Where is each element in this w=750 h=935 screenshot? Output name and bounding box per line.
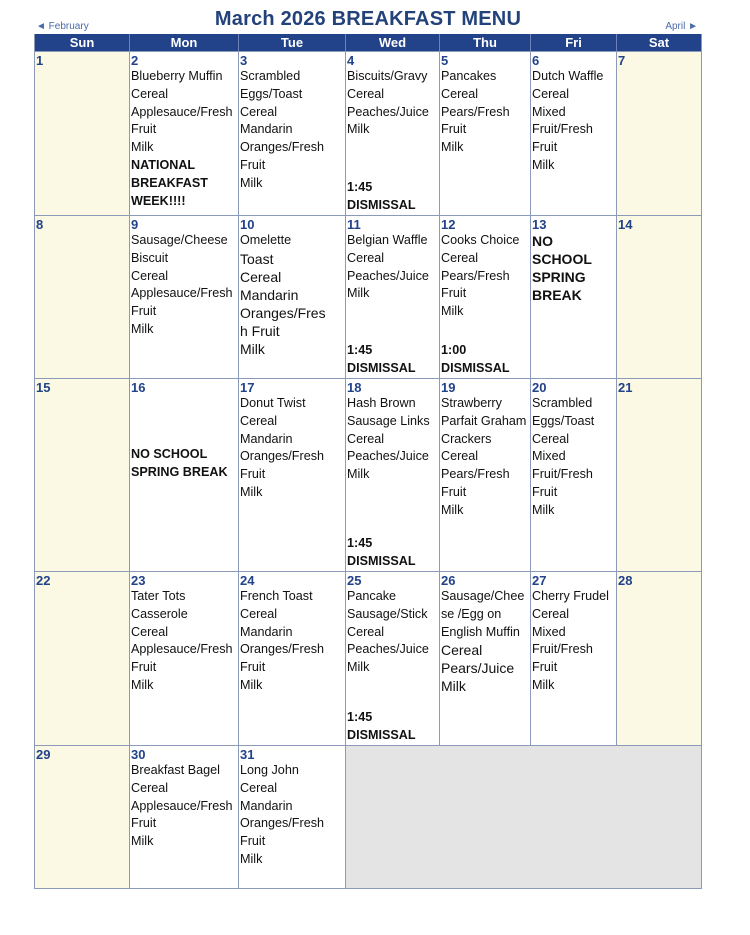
day-cell xyxy=(130,572,239,745)
menu-item: Milk xyxy=(532,157,555,172)
menu-item: Oranges/Fresh xyxy=(240,449,324,464)
menu-item: Casserole xyxy=(131,606,188,621)
menu-item: Sausage/Chee xyxy=(441,589,525,603)
menu-item: Pears/Fresh xyxy=(441,104,510,119)
menu-item: Fruit xyxy=(131,660,157,675)
weekday-wed: Wed xyxy=(346,34,440,51)
menu-item: se /Egg on xyxy=(441,606,502,621)
menu-item: BREAK xyxy=(532,287,582,303)
dismissal-note xyxy=(441,342,510,378)
dismissal-label: DISMISSAL xyxy=(347,554,416,569)
dismissal-note xyxy=(347,342,416,378)
menu-item: Cooks Choice xyxy=(441,233,520,247)
day-number: 22 xyxy=(36,573,51,588)
menu-item: English Muffin xyxy=(441,624,520,639)
menu-item: Fruit xyxy=(441,286,467,301)
day-number: 10 xyxy=(240,217,255,232)
day-cell xyxy=(617,379,701,571)
day-number: 14 xyxy=(618,217,633,232)
menu-item: Blueberry Muffin xyxy=(131,69,223,83)
day-cell xyxy=(617,572,701,745)
day-cell xyxy=(531,216,617,378)
empty-cell-span xyxy=(346,746,701,888)
day-number: 2 xyxy=(131,53,139,68)
week-row xyxy=(35,51,701,215)
day-cell xyxy=(531,379,617,571)
menu-item: Cereal xyxy=(131,624,169,639)
menu-item: Fruit xyxy=(532,140,558,155)
menu-item: Cereal xyxy=(532,606,570,621)
menu-item: Biscuit xyxy=(131,250,169,265)
menu-item: Strawberry xyxy=(441,396,502,410)
day-number: 25 xyxy=(347,573,362,588)
menu-item: h Fruit xyxy=(240,322,280,339)
menu-item: SPRING BREAK xyxy=(131,464,228,479)
day-number: 26 xyxy=(441,573,456,588)
menu-item: Fruit xyxy=(532,484,558,499)
menu-item: Peaches/Juice xyxy=(347,449,429,464)
dismissal-time: 1:45 xyxy=(347,710,373,725)
menu-item: Dutch Waffle xyxy=(532,69,604,83)
menu-item: Biscuits/Gravy xyxy=(347,69,428,83)
day-number: 19 xyxy=(441,380,456,395)
menu-item: Peaches/Juice xyxy=(347,642,429,657)
dismissal-time: 1:00 xyxy=(441,343,467,358)
day-cell xyxy=(617,216,701,378)
menu-item: Cereal xyxy=(441,86,479,101)
menu-item: Cereal xyxy=(347,86,385,101)
day-number: 18 xyxy=(347,380,362,395)
weekday-thu: Thu xyxy=(440,34,531,51)
menu-item: SPRING xyxy=(532,269,586,285)
menu-item: Fruit xyxy=(131,816,157,831)
menu-item: Cereal xyxy=(240,606,278,621)
menu-item: Cereal xyxy=(240,104,278,119)
menu-item: WEEK!!!! xyxy=(131,193,186,208)
day-number: 8 xyxy=(36,217,44,232)
menu-item: Milk xyxy=(441,304,464,319)
week-row xyxy=(35,215,701,378)
menu-item: Cereal xyxy=(441,642,483,659)
menu-item: Cereal xyxy=(240,268,282,285)
menu-item: Cereal xyxy=(240,413,278,428)
dismissal-time: 1:45 xyxy=(347,536,373,551)
day-cell xyxy=(35,379,130,571)
menu-item: Milk xyxy=(347,660,370,675)
menu-item: Milk xyxy=(441,678,466,695)
menu-item: Peaches/Juice xyxy=(347,104,429,119)
dismissal-note xyxy=(347,709,416,745)
day-number: 4 xyxy=(347,53,355,68)
menu-item: Cherry Frudel xyxy=(532,589,609,603)
menu-item: Milk xyxy=(131,677,154,692)
menu-item: Oranges/Fresh xyxy=(240,816,324,831)
dismissal-label: DISMISSAL xyxy=(347,198,416,213)
weekday-sat: Sat xyxy=(648,35,670,50)
dismissal-time: 1:45 xyxy=(347,343,373,358)
menu-item: Milk xyxy=(240,175,263,190)
day-number: 3 xyxy=(240,53,248,68)
menu-item: Fruit/Fresh xyxy=(532,122,593,137)
menu-item: Long John xyxy=(240,763,299,777)
day-number: 13 xyxy=(532,217,547,232)
day-number: 30 xyxy=(131,747,146,762)
menu-item: Milk xyxy=(441,502,464,517)
day-number: 24 xyxy=(240,573,255,588)
menu-item: Pears/Fresh xyxy=(441,467,510,482)
menu-item: Donut Twist xyxy=(240,396,306,410)
day-number: 6 xyxy=(532,53,540,68)
day-number: 28 xyxy=(618,573,633,588)
menu-item: Eggs/Toast xyxy=(532,413,595,428)
spacer xyxy=(131,395,237,446)
calendar-weeks xyxy=(35,51,701,888)
menu-item: Fruit xyxy=(240,834,266,849)
menu-item: Crackers xyxy=(441,431,492,446)
menu-item: Mandarin xyxy=(240,286,299,303)
menu-item: Applesauce/Fresh xyxy=(131,286,233,301)
day-cell xyxy=(239,216,346,378)
menu-item: Fruit xyxy=(240,157,266,172)
menu-item: Mandarin xyxy=(240,624,293,639)
menu-item: Fruit/Fresh xyxy=(532,642,593,657)
week-row xyxy=(35,378,701,571)
menu-item: Applesauce/Fresh xyxy=(131,798,233,813)
menu-item: Cereal xyxy=(441,250,479,265)
menu-item: Fruit xyxy=(240,660,266,675)
day-number: 1 xyxy=(36,53,44,68)
dismissal-note xyxy=(347,535,416,571)
menu-item: Milk xyxy=(240,484,263,499)
day-cell xyxy=(35,746,130,888)
menu-item: Belgian Waffle xyxy=(347,233,428,247)
weekday-tue: Tue xyxy=(239,34,346,51)
day-cell xyxy=(531,572,617,745)
day-number: 20 xyxy=(532,380,547,395)
day-cell xyxy=(130,216,239,378)
menu-item: Hash Brown xyxy=(347,396,416,410)
menu-item: Pears/Fresh xyxy=(441,268,510,283)
day-cell xyxy=(440,572,531,745)
day-number: 12 xyxy=(441,217,456,232)
menu-item: Cereal xyxy=(240,780,278,795)
day-cell xyxy=(35,572,130,745)
menu-item: NO xyxy=(532,233,553,249)
menu-item: Pears/Juice xyxy=(441,660,515,677)
page-title: March 2026 BREAKFAST MENU xyxy=(214,8,522,30)
menu-item: Milk xyxy=(532,677,555,692)
menu-item: Milk xyxy=(131,140,154,155)
menu-item: Mixed xyxy=(532,449,566,464)
menu-item: Cereal xyxy=(347,624,385,639)
next-month-link[interactable]: April ► xyxy=(665,21,698,32)
dismissal-note xyxy=(347,179,416,215)
menu-item: Cereal xyxy=(131,268,169,283)
menu-item: Cereal xyxy=(532,86,570,101)
day-cell xyxy=(130,379,239,571)
menu-item: Milk xyxy=(347,286,370,301)
menu-item: Oranges/Fresh xyxy=(240,140,324,155)
day-number: 11 xyxy=(347,217,361,232)
day-cell xyxy=(346,216,440,378)
menu-item: Fruit xyxy=(441,122,467,137)
menu-item: Milk xyxy=(347,122,370,137)
day-number: 16 xyxy=(131,380,146,395)
menu-item: Pancake xyxy=(347,589,397,603)
dismissal-label: DISMISSAL xyxy=(347,361,416,376)
menu-item: Mandarin xyxy=(240,798,293,813)
menu-item: Fruit xyxy=(131,304,157,319)
day-cell xyxy=(35,216,130,378)
day-cell xyxy=(440,379,531,571)
day-cell xyxy=(440,52,531,215)
menu-item: Breakfast Bagel xyxy=(131,763,220,777)
menu-item: Scrambled xyxy=(532,396,593,410)
menu-item: Oranges/Fres xyxy=(240,304,326,321)
menu-item: Eggs/Toast xyxy=(240,86,303,101)
menu-item: Milk xyxy=(131,834,154,849)
menu-item: Cereal xyxy=(532,431,570,446)
menu-item: Cereal xyxy=(347,431,385,446)
menu-item: Cereal xyxy=(441,449,479,464)
menu-item: Fruit xyxy=(131,122,157,137)
day-cell xyxy=(346,572,440,745)
day-cell xyxy=(440,216,531,378)
menu-item: SCHOOL xyxy=(532,251,592,267)
menu-item: Milk xyxy=(347,467,370,482)
day-number: 27 xyxy=(532,573,547,588)
calendar xyxy=(34,6,702,889)
menu-item: Sausage Links xyxy=(347,413,430,428)
day-cell xyxy=(346,52,440,215)
menu-item: Milk xyxy=(240,677,263,692)
menu-item: Fruit xyxy=(532,660,558,675)
day-number: 5 xyxy=(441,53,449,68)
menu-item: Tater Tots xyxy=(131,589,186,603)
day-cell xyxy=(130,52,239,215)
weekday-mon: Mon xyxy=(130,34,239,51)
menu-item: Fruit xyxy=(441,484,467,499)
menu-item: BREAKFAST xyxy=(131,175,208,190)
calendar-grid xyxy=(34,34,702,889)
menu-item: Milk xyxy=(131,321,154,336)
day-cell xyxy=(239,746,346,888)
menu-item: Peaches/Juice xyxy=(347,268,429,283)
menu-item: French Toast xyxy=(240,589,313,603)
day-cell xyxy=(35,52,130,215)
day-cell xyxy=(239,379,346,571)
day-number: 31 xyxy=(240,747,255,762)
menu-item: Omelette xyxy=(240,233,292,247)
calendar-header xyxy=(34,6,702,34)
week-row xyxy=(35,745,701,888)
day-cell xyxy=(130,746,239,888)
menu-item: Cereal xyxy=(131,780,169,795)
menu-item: Mandarin xyxy=(240,431,293,446)
day-number: 17 xyxy=(240,380,255,395)
menu-item: Oranges/Fresh xyxy=(240,642,324,657)
week-row xyxy=(35,571,701,745)
day-number: 7 xyxy=(618,53,626,68)
menu-item: Sausage/Stick xyxy=(347,606,428,621)
menu-item: Mixed xyxy=(532,624,566,639)
menu-item: Fruit/Fresh xyxy=(532,467,593,482)
menu-item: Toast xyxy=(240,250,274,267)
day-cell xyxy=(617,52,701,215)
weekday-header-row xyxy=(35,34,701,51)
menu-item: Pancakes xyxy=(441,69,497,83)
day-number: 15 xyxy=(36,380,51,395)
day-cell xyxy=(239,52,346,215)
day-number: 21 xyxy=(618,380,633,395)
menu-item: NO SCHOOL xyxy=(131,447,208,461)
dismissal-label: DISMISSAL xyxy=(441,361,510,376)
menu-item: Scrambled xyxy=(240,69,301,83)
menu-item: Milk xyxy=(532,502,555,517)
day-cell xyxy=(531,52,617,215)
dismissal-time: 1:45 xyxy=(347,180,373,195)
weekday-sun: Sun xyxy=(35,34,130,51)
day-number: 9 xyxy=(131,217,139,232)
menu-item: Milk xyxy=(240,340,265,357)
menu-item: Mixed xyxy=(532,104,566,119)
menu-item: Applesauce/Fresh xyxy=(131,642,233,657)
menu-item: Milk xyxy=(441,140,464,155)
menu-item: Applesauce/Fresh xyxy=(131,104,233,119)
dismissal-label: DISMISSAL xyxy=(347,728,416,743)
menu-item: Mandarin xyxy=(240,122,293,137)
weekday-fri: Fri xyxy=(531,34,617,51)
menu-item: Cereal xyxy=(131,86,169,101)
day-number: 23 xyxy=(131,573,146,588)
prev-month-link[interactable]: ◄ February xyxy=(36,21,89,32)
day-number: 29 xyxy=(36,747,51,762)
menu-item: Parfait Graham xyxy=(441,413,527,428)
day-cell xyxy=(239,572,346,745)
menu-item: Cereal xyxy=(347,250,385,265)
day-cell xyxy=(346,379,440,571)
menu-item: Milk xyxy=(240,851,263,866)
menu-item: Sausage/Cheese xyxy=(131,233,228,247)
menu-item: Fruit xyxy=(240,467,266,482)
menu-item: NATIONAL xyxy=(131,157,196,172)
